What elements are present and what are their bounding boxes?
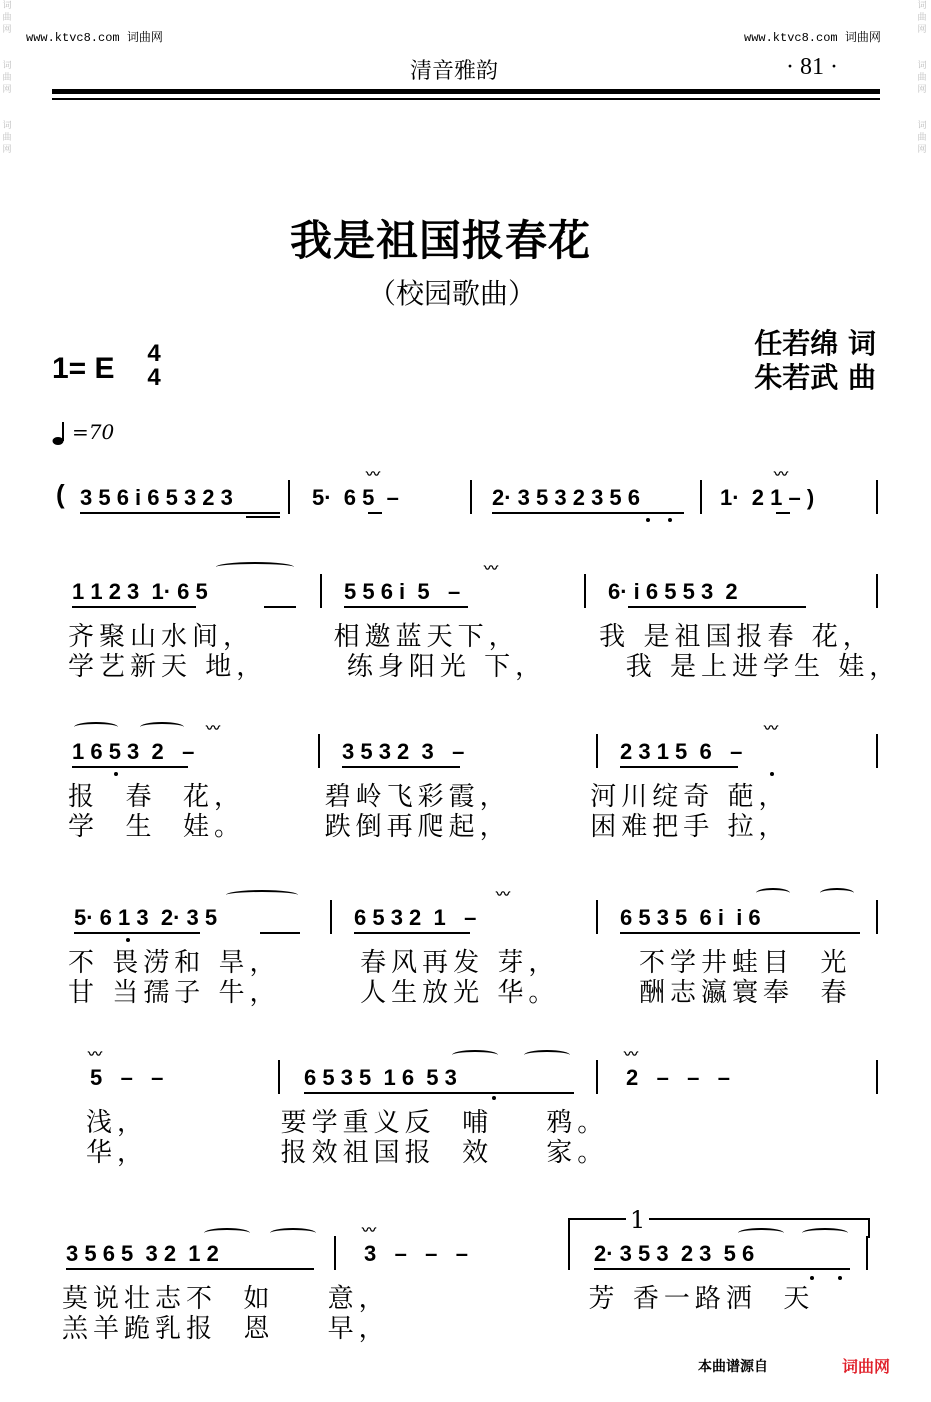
volta-number: 1 xyxy=(626,1206,649,1234)
mordent-ornament: 〰 xyxy=(366,467,379,483)
bar-line xyxy=(278,1060,280,1094)
beam-underline xyxy=(66,1268,314,1270)
low-octave-dot xyxy=(126,938,130,942)
slur xyxy=(140,722,184,732)
low-octave-dot xyxy=(114,772,118,776)
beam-underline xyxy=(492,512,684,514)
composer-credit: 朱若武 曲 xyxy=(754,361,876,394)
low-octave-dot xyxy=(770,772,774,776)
beam-underline xyxy=(368,512,382,514)
site-url-right[interactable]: www.ktvc8.com 词曲网 xyxy=(744,31,881,45)
row5-lyrics-verse2: 华， 报效祖国报 效 家。 xyxy=(86,1138,609,1168)
page-number: · 81 · xyxy=(786,54,838,80)
mordent-ornament: 〰 xyxy=(206,721,219,737)
watermark-right: 词 曲 网 xyxy=(917,1,927,35)
bar-line xyxy=(584,574,586,608)
slur xyxy=(452,1050,498,1060)
beam-underline xyxy=(260,932,300,934)
tempo-marking: =70 xyxy=(72,420,115,444)
bar-line xyxy=(876,900,878,934)
bar-line xyxy=(596,900,598,934)
row2-measure-2: 5 5 6 i 5 – xyxy=(344,579,461,604)
beam-underline xyxy=(72,606,196,608)
row4-measure-2: 6 5 3 2 1 – xyxy=(354,905,477,930)
row4-lyrics-verse1: 不 畏涝和 旱， 春风再发 芽， 不学井蛙目 光 xyxy=(68,948,852,978)
row2-lyrics-verse2: 学艺新天 地， 练身阳光 下， 我 是上进学生 娃， xyxy=(68,652,901,682)
bar-line xyxy=(320,574,322,608)
bar-line xyxy=(288,480,290,514)
row5-measure-2: 6 5 3 5 1 6 5 3 xyxy=(304,1065,457,1090)
slur xyxy=(216,562,294,572)
time-top: 4 xyxy=(147,340,161,367)
beam-underline xyxy=(80,512,280,514)
beam-underline xyxy=(342,766,460,768)
mordent-ornament: 〰 xyxy=(624,1047,637,1063)
mordent-ornament: 〰 xyxy=(496,887,509,903)
slur xyxy=(820,888,854,898)
row4-lyrics-verse2: 甘 当孺子 牛， 人生放光 华。 酬志瀛寰奉 春 xyxy=(68,978,852,1008)
slur xyxy=(74,722,118,732)
key-signature: 1= E xyxy=(52,352,115,385)
slur xyxy=(204,1228,250,1238)
watermark-right-2: 词 曲 网 xyxy=(917,61,927,95)
row5-measure-3: 2 – – – xyxy=(626,1065,730,1090)
watermark-left-2: 词 曲 网 xyxy=(2,61,12,95)
bar-line xyxy=(876,1060,878,1094)
slur xyxy=(738,1228,784,1238)
watermark-right-3: 词 曲 网 xyxy=(917,121,927,155)
lyricist-credit: 任若绵 词 xyxy=(754,327,876,360)
header-rule-thin xyxy=(52,98,880,100)
row3-lyrics-verse1: 报 春 花， 碧岭飞彩霞， 河川绽奇 葩， xyxy=(68,782,790,812)
mordent-ornament: 〰 xyxy=(484,561,497,577)
row1-measure-4: 1· 2 1 – ) xyxy=(720,485,815,510)
watermark-left: 词 曲 网 xyxy=(2,1,12,35)
low-octave-dot xyxy=(646,518,650,522)
time-signature xyxy=(142,342,166,390)
slur xyxy=(802,1228,848,1238)
row3-measure-1: 1 6 5 3 2 – xyxy=(72,739,195,764)
beam-underline xyxy=(354,932,470,934)
beam-underline xyxy=(594,1268,850,1270)
bar-line xyxy=(700,480,702,514)
row2-measure-1: 1 1 2 3 1· 6 5 xyxy=(72,579,208,604)
low-octave-dot xyxy=(668,518,672,522)
bar-line xyxy=(876,574,878,608)
time-bottom: 4 xyxy=(147,364,161,391)
row2-measure-3: 6· i 6 5 5 3 2 xyxy=(608,579,738,604)
bar-line xyxy=(596,734,598,768)
beam-underline xyxy=(620,932,860,934)
row5-lyrics-verse1: 浅， 要学重义反 哺 鸦。 xyxy=(86,1108,609,1138)
row6-lyrics-verse2: 羔羊跪乳报 恩 早， xyxy=(62,1314,390,1344)
low-octave-dot xyxy=(838,1276,842,1280)
row1-measure-3: 2· 3 5 3 2 3 5 6 xyxy=(492,485,640,510)
header-rule-thick xyxy=(52,89,880,94)
bar-line xyxy=(330,900,332,934)
row5-measure-1: 5 – – xyxy=(90,1065,164,1090)
bar-line xyxy=(596,1060,598,1094)
bar-line xyxy=(876,734,878,768)
row1-measure-1: 3 5 6 i 6 5 3 2 3 xyxy=(80,485,233,510)
row4-measure-3: 6 5 3 5 6 i i 6 xyxy=(620,905,761,930)
row3-measure-3: 2 3 1 5 6 – xyxy=(620,739,743,764)
quarter-note-icon xyxy=(52,420,70,450)
row6-measure-3: 2· 3 5 3 2 3 5 6 xyxy=(594,1241,755,1266)
site-url-left[interactable]: www.ktvc8.com 词曲网 xyxy=(26,31,163,45)
slur xyxy=(270,1228,316,1238)
mordent-ornament: 〰 xyxy=(774,467,787,483)
beam-underline xyxy=(620,766,738,768)
row2-lyrics-verse1: 齐聚山水间， 相邀蓝天下， 我 是祖国报春 花， xyxy=(68,622,874,652)
bar-line xyxy=(568,1236,570,1270)
book-title: 清音雅韵 xyxy=(410,59,499,84)
beam-underline xyxy=(74,932,200,934)
beam-underline xyxy=(264,606,296,608)
row4-measure-1: 5· 6 1 3 2· 3 5 xyxy=(74,905,218,930)
slur xyxy=(226,890,298,900)
slur xyxy=(524,1050,570,1060)
mordent-ornament: 〰 xyxy=(764,721,777,737)
bar-line xyxy=(876,480,878,514)
row6-measure-1: 3 5 6 5 3 2 1 2 xyxy=(66,1241,219,1266)
beam-underline xyxy=(246,516,280,518)
slur xyxy=(756,888,790,898)
beam-underline xyxy=(72,766,188,768)
source-note: 本曲谱源自 xyxy=(698,1359,768,1375)
row1-open-paren: ( xyxy=(56,479,65,509)
row1-measure-2: 5· 6 5 – xyxy=(312,485,399,510)
row3-measure-2: 3 5 3 2 3 – xyxy=(342,739,465,764)
beam-underline xyxy=(344,606,468,608)
bar-line xyxy=(866,1236,868,1270)
bar-line xyxy=(334,1236,336,1270)
mordent-ornament: 〰 xyxy=(88,1047,101,1063)
beam-underline xyxy=(304,1092,574,1094)
mordent-ornament: 〰 xyxy=(362,1223,375,1239)
source-brand-link[interactable]: 词曲网 xyxy=(842,1357,891,1376)
beam-underline xyxy=(776,512,790,514)
beam-underline xyxy=(628,606,806,608)
watermark-left-3: 词 曲 网 xyxy=(2,121,12,155)
low-octave-dot xyxy=(492,1096,496,1100)
bar-line xyxy=(470,480,472,514)
low-octave-dot xyxy=(810,1276,814,1280)
row6-lyrics-verse1: 莫说壮志不 如 意， 芳 香一路洒 天 xyxy=(62,1284,815,1314)
bar-line xyxy=(318,734,320,768)
song-subtitle: （校园歌曲） xyxy=(368,277,537,310)
song-title: 我是祖国报春花 xyxy=(290,216,592,265)
row3-lyrics-verse2: 学 生 娃。 跌倒再爬起， 困难把手 拉， xyxy=(68,812,790,842)
row6-measure-2: 3 – – – xyxy=(364,1241,468,1266)
